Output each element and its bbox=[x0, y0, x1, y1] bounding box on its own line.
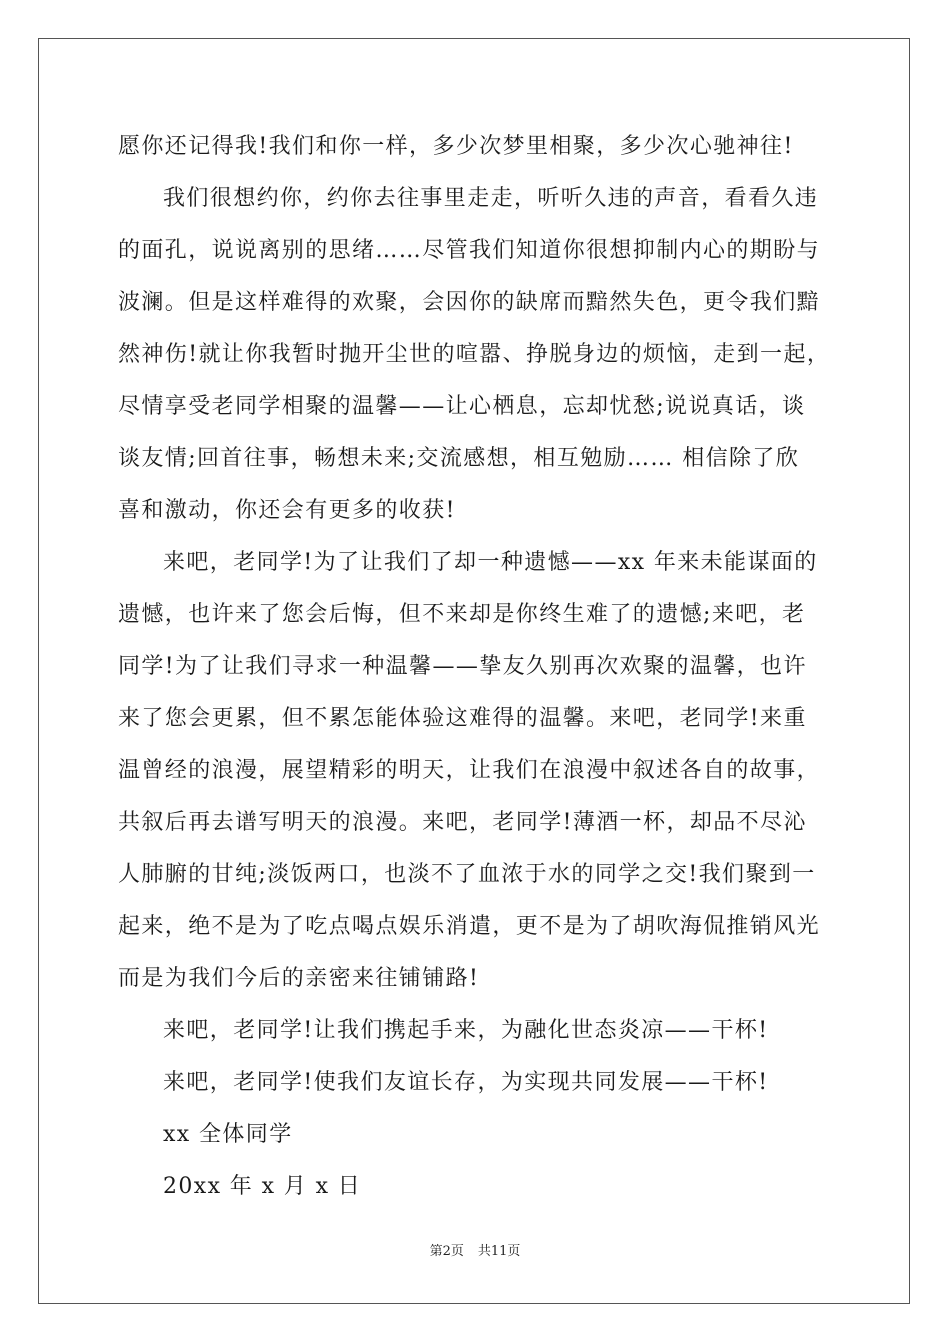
text-line-8: 喜和激动，你还会有更多的收获! bbox=[118, 498, 456, 523]
text-line-5: 然神伤!就让你我暂时抛开尘世的喧嚣、挣脱身边的烦恼，走到一起， bbox=[118, 342, 831, 367]
text-line-13: 温曾经的浪漫，展望精彩的明天，让我们在浪漫中叙述各自的故事， bbox=[118, 758, 821, 783]
date-line: 20xx 年 x 月 x 日 bbox=[163, 1174, 362, 1199]
text-line-17: 而是为我们今后的亲密来往铺铺路! bbox=[118, 966, 480, 991]
text-line-3: 的面孔，说说离别的思绪……尽管我们知道你很想抑制内心的期盼与 bbox=[118, 238, 821, 263]
text-line-16: 起来，绝不是为了吃点喝点娱乐消遣，更不是为了胡吹海侃推销风光 bbox=[118, 914, 821, 939]
text-line-15: 人肺腑的甘纯;淡饭两口，也淡不了血浓于水的同学之交!我们聚到一 bbox=[118, 862, 816, 887]
text-line-6: 尽情享受老同学相聚的温馨——让心栖息，忘却忧愁;说说真话，谈 bbox=[118, 394, 806, 419]
text-line-12: 来了您会更累，但不累怎能体验这难得的温馨。来吧，老同学!来重 bbox=[118, 706, 807, 731]
page-footer bbox=[0, 1243, 950, 1261]
text-line-2: 我们很想约你，约你去往事里走走，听听久违的声音，看看久违 bbox=[163, 186, 819, 211]
page-total: 共11页 bbox=[477, 1244, 521, 1259]
signature: xx 全体同学 bbox=[163, 1122, 293, 1147]
text-line-9: 来吧，老同学!为了让我们了却一种遗憾——xx 年来未能谋面的 bbox=[163, 550, 818, 575]
text-line-11: 同学!为了让我们寻求一种温馨——挚友久别再次欢聚的温馨，也许 bbox=[118, 654, 807, 679]
text-line-18: 来吧，老同学!让我们携起手来，为融化世态炎凉——干杯! bbox=[163, 1018, 769, 1043]
text-line-4: 波澜。但是这样难得的欢聚，会因你的缺席而黯然失色，更令我们黯 bbox=[118, 290, 821, 315]
text-line-14: 共叙后再去谱写明天的浪漫。来吧，老同学!薄酒一杯，却品不尽沁 bbox=[118, 810, 807, 835]
text-line-7: 谈友情;回首往事，畅想未来;交流感想，相互勉励…… 相信除了欣 bbox=[118, 446, 800, 471]
text-line-1: 愿你还记得我!我们和你一样，多少次梦里相聚，多少次心驰神往! bbox=[118, 134, 794, 159]
page-number: 第2页 bbox=[429, 1244, 464, 1259]
text-line-10: 遗憾，也许来了您会后悔，但不来却是你终生难了的遗憾;来吧，老 bbox=[118, 602, 806, 627]
text-line-19: 来吧，老同学!使我们友谊长存，为实现共同发展——干杯! bbox=[163, 1070, 769, 1095]
